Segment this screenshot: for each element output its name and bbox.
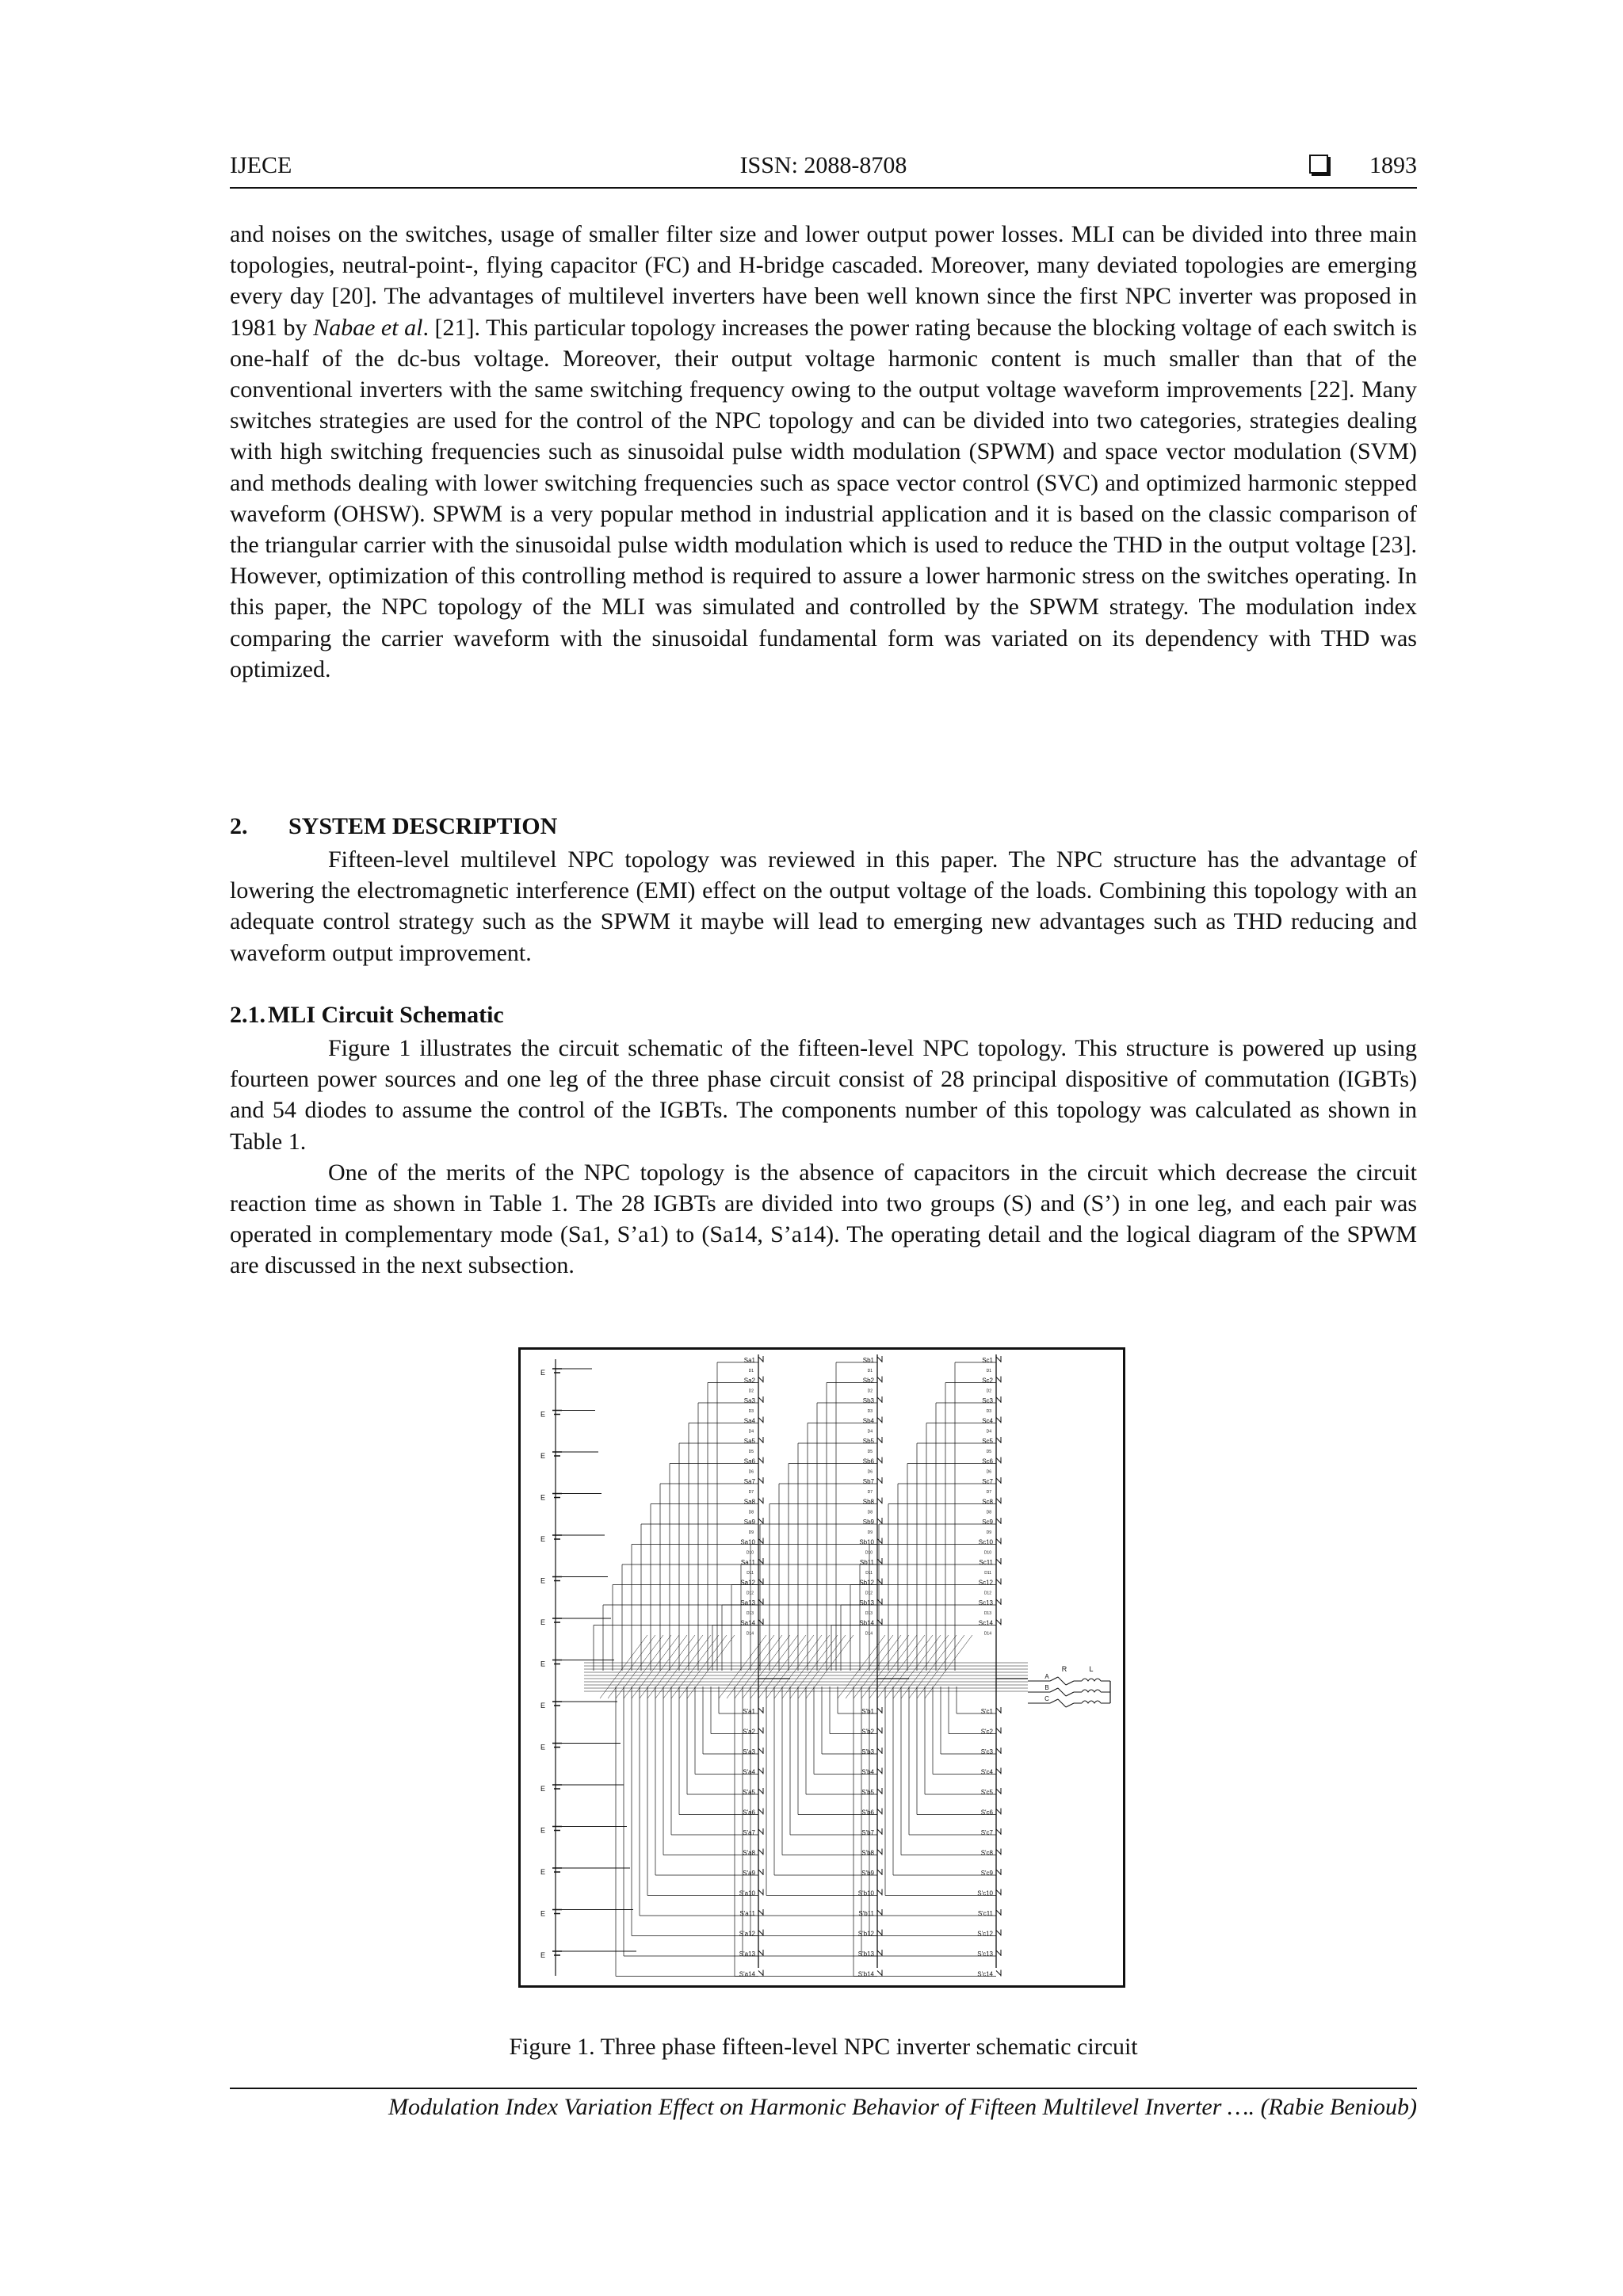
igbt-mark <box>996 1438 1001 1442</box>
header-rule <box>230 187 1417 189</box>
switch-label: Sb9 <box>862 1519 874 1526</box>
igbt-mark <box>996 1478 1001 1483</box>
switch-label: S'c2 <box>980 1728 993 1736</box>
igbt-mark <box>996 1620 1001 1625</box>
igbt-mark <box>996 1599 1001 1604</box>
page-header <box>230 152 1417 187</box>
inductor <box>1082 1679 1101 1681</box>
switch-label: S'a12 <box>739 1930 755 1938</box>
switch-label: Sa11 <box>740 1559 755 1566</box>
resistor <box>1050 1677 1058 1681</box>
source-label: E <box>540 1785 546 1793</box>
switch-label: Sb13 <box>859 1599 874 1606</box>
source-label: E <box>540 1951 546 1959</box>
diode-label: D14 <box>983 1631 991 1637</box>
igbt-mark <box>758 1789 763 1794</box>
switch-label: Sa4 <box>743 1417 755 1425</box>
load-phase-label: A <box>1044 1673 1049 1680</box>
igbt-mark <box>877 1377 882 1382</box>
intro-paragraph <box>230 219 1417 685</box>
checkbox-icon <box>1309 155 1328 174</box>
igbt-mark <box>758 1599 763 1604</box>
resistor-label: R <box>1061 1665 1067 1673</box>
switch-label: S'b8 <box>861 1849 874 1857</box>
igbt-mark <box>877 1910 882 1915</box>
switch-label: S'b12 <box>857 1930 874 1938</box>
diode-label: D9 <box>867 1530 873 1535</box>
igbt-mark <box>996 1458 1001 1463</box>
diode-label: D10 <box>983 1550 991 1556</box>
diode-label: D3 <box>748 1409 754 1414</box>
resistor <box>1058 1688 1066 1696</box>
switch-label: Sb2 <box>862 1377 874 1385</box>
switch-label: S'a8 <box>743 1849 755 1857</box>
igbt-mark <box>877 1870 882 1874</box>
switch-label: S'c7 <box>980 1829 993 1836</box>
igbt-mark <box>758 1458 763 1463</box>
switch-label: S'a11 <box>739 1910 755 1917</box>
igbt-mark <box>758 1620 763 1625</box>
igbt-mark <box>996 1377 1001 1382</box>
switch-label: S'c8 <box>980 1849 993 1857</box>
diode-label: D12 <box>983 1591 991 1596</box>
switch-label: Sa10 <box>740 1538 755 1546</box>
source-label: E <box>540 1826 546 1835</box>
source-label: E <box>540 1369 546 1377</box>
intro-text-b: . [21]. This particular topology increases the power rating because the blocking voltage of each switch is one-half of the dc-bus voltage. Moreover, their output voltage harmonic content is much smaller than that of the conventional inverters with the same switching frequency owing to the output voltage waveform improvements [22]. Many switches strategies are used for the control of the NPC topology and can be divided into two categories, strategies dealing with high switching frequencies such as sinusoidal pulse width modulation (SPWM) and space vector modulation (SVM) and methods dealing with lower switching frequencies such as space vector control (SVC) and optimized harmonic stepped waveform (OHSW). SPWM is a very popular method in industrial application and it is based on the classic comparison of the triangular carrier with the sinusoidal pulse width modulation which is used to reduce the THD in the output voltage [23]. However, optimization of this controlling method is required to assure a lower harmonic stress on the switches operating. In this paper, the NPC topology of the MLI was simulated and controlled by the SPWM strategy. The modulation index comparing the carrier waveform with the sinusoidal fundamental form was variated on its dependency with THD was optimized. <box>230 314 1417 682</box>
igbt-mark <box>877 1809 882 1814</box>
diode-label: D8 <box>986 1510 991 1515</box>
igbt-mark <box>758 1539 763 1544</box>
switch-label: Sb3 <box>862 1397 874 1404</box>
switch-label: S'b6 <box>861 1809 874 1817</box>
switch-label: Sb6 <box>862 1457 874 1465</box>
switch-label: Sc3 <box>982 1397 993 1404</box>
igbt-mark <box>877 1748 882 1753</box>
switch-label: S'c1 <box>980 1708 993 1715</box>
diode-label: D2 <box>867 1389 873 1394</box>
igbt-mark <box>877 1708 882 1713</box>
switch-label: S'a7 <box>743 1829 755 1836</box>
switch-label: S'b11 <box>858 1910 874 1917</box>
circuit-figure <box>518 1347 1125 1988</box>
switch-label: Sb11 <box>859 1559 874 1566</box>
diode-label: D6 <box>748 1469 754 1475</box>
load-phase-label: C <box>1044 1695 1049 1702</box>
igbt-mark <box>877 1458 882 1463</box>
switch-label: Sc1 <box>982 1357 993 1364</box>
switch-label: S'c4 <box>980 1768 993 1776</box>
diode-label: D11 <box>984 1571 991 1576</box>
subsection-title: MLI Circuit Schematic <box>268 1002 504 1028</box>
igbt-mark <box>877 1397 882 1402</box>
source-label: E <box>540 1618 546 1626</box>
diode-label: D5 <box>867 1450 873 1454</box>
resistor <box>1058 1677 1066 1685</box>
igbt-mark <box>758 1478 763 1483</box>
source-label: E <box>540 1743 546 1752</box>
diode-label: D6 <box>986 1469 991 1475</box>
resistor <box>1066 1703 1074 1707</box>
diode-label: D12 <box>865 1591 873 1596</box>
igbt-mark <box>996 1418 1001 1423</box>
diode-label: D6 <box>867 1469 873 1475</box>
switch-label: Sa7 <box>743 1478 755 1485</box>
switch-label: Sc11 <box>979 1559 993 1566</box>
diode-label: D3 <box>867 1409 873 1414</box>
igbt-mark <box>996 1850 1001 1855</box>
cited-authors: Nabae et al <box>313 314 423 341</box>
diode-label: D7 <box>986 1490 991 1495</box>
switch-label: S'a5 <box>743 1789 755 1796</box>
source-label: E <box>540 1535 546 1543</box>
switch-label: Sc14 <box>978 1619 993 1627</box>
subsection-paragraphs <box>230 1033 1417 1282</box>
igbt-mark <box>877 1357 882 1362</box>
igbt-mark <box>877 1931 882 1935</box>
igbt-mark <box>996 1539 1001 1544</box>
switch-label: S'b10 <box>857 1889 874 1897</box>
igbt-mark <box>996 1809 1001 1814</box>
switch-label: Sb12 <box>859 1579 874 1587</box>
igbt-mark <box>996 1769 1001 1774</box>
igbt-mark <box>758 1870 763 1874</box>
diode-label: D5 <box>986 1450 991 1454</box>
switch-label: Sb1 <box>862 1357 874 1364</box>
igbt-mark <box>758 1438 763 1442</box>
switch-label: S'a9 <box>743 1870 755 1877</box>
igbt-mark <box>996 1708 1001 1713</box>
igbt-mark <box>758 1850 763 1855</box>
switch-label: S'a4 <box>743 1768 755 1776</box>
igbt-mark <box>758 1377 763 1382</box>
switch-label: Sa8 <box>743 1498 755 1506</box>
source-label: E <box>540 1868 546 1876</box>
switch-label: S'a1 <box>743 1708 755 1715</box>
switch-label: Sb7 <box>862 1478 874 1485</box>
switch-label: Sa1 <box>743 1357 755 1364</box>
diode-label: D7 <box>867 1490 873 1495</box>
inductor-label: L <box>1089 1665 1094 1673</box>
diode-label: D10 <box>746 1550 754 1556</box>
igbt-mark <box>758 1559 763 1564</box>
diode-label: D5 <box>748 1450 754 1454</box>
switch-label: S'a6 <box>743 1809 755 1817</box>
diode-label: D7 <box>748 1490 754 1495</box>
igbt-mark <box>996 1910 1001 1915</box>
switch-label: S'c10 <box>977 1889 993 1897</box>
igbt-mark <box>877 1950 882 1955</box>
igbt-mark <box>758 1397 763 1402</box>
switch-label: Sa3 <box>743 1397 755 1404</box>
switch-label: S'a10 <box>739 1889 755 1897</box>
switch-label: Sc5 <box>982 1438 993 1445</box>
switch-label: S'b4 <box>861 1768 874 1776</box>
section-paragraph <box>230 844 1417 968</box>
switch-label: Sa2 <box>743 1377 755 1385</box>
igbt-mark <box>877 1539 882 1544</box>
running-footer: Modulation Index Variation Effect on Harmonic Behavior of Fifteen Multilevel Inverter …. (Rabie Benioub) <box>388 2094 1417 2120</box>
switch-label: Sb4 <box>862 1417 874 1425</box>
switch-label: S'a13 <box>739 1950 755 1958</box>
inductor <box>1082 1690 1101 1692</box>
diode-label: D4 <box>748 1429 754 1435</box>
switch-label: S'a14 <box>739 1970 755 1978</box>
switch-label: Sc4 <box>982 1417 993 1425</box>
igbt-mark <box>996 1748 1001 1753</box>
switch-label: Sa6 <box>743 1457 755 1465</box>
igbt-mark <box>877 1559 882 1564</box>
igbt-mark <box>877 1620 882 1625</box>
issn: ISSN: 2088-8708 <box>739 152 907 178</box>
igbt-mark <box>996 1789 1001 1794</box>
switch-label: S'a3 <box>743 1748 755 1755</box>
igbt-mark <box>996 1971 1001 1976</box>
switch-label: Sc12 <box>978 1579 993 1587</box>
igbt-mark <box>877 1850 882 1855</box>
diode-label: D13 <box>746 1611 754 1616</box>
diode-label: D12 <box>746 1591 754 1596</box>
diode-label: D4 <box>986 1429 991 1435</box>
switch-label: S'c9 <box>980 1870 993 1877</box>
igbt-mark <box>877 1599 882 1604</box>
igbt-mark <box>758 1748 763 1753</box>
switch-label: S'b13 <box>857 1950 874 1958</box>
source-label: E <box>540 1909 546 1918</box>
intro-text-a: and noises on the switches, usage of smaller filter size and lower output power losses. MLI can be divided into three main topologies, neutral-point-, flying capacitor (FC) and H-bridge cascaded. Moreover, many deviated topologies are emerging every day [20]. The advantages of multilevel inverters have been well known since the first NPC inverter was proposed in 1981 by <box>230 221 1417 341</box>
switch-label: Sc6 <box>982 1457 993 1465</box>
igbt-mark <box>758 1931 763 1935</box>
igbt-mark <box>996 1499 1001 1503</box>
switch-label: Sc7 <box>982 1478 993 1485</box>
switch-label: S'c11 <box>977 1910 993 1917</box>
igbt-mark <box>877 1519 882 1523</box>
igbt-mark <box>758 1971 763 1976</box>
switch-label: S'c6 <box>980 1809 993 1817</box>
diode-label: D9 <box>748 1530 754 1535</box>
resistor <box>1066 1681 1074 1685</box>
switch-label: S'c13 <box>977 1950 993 1958</box>
igbt-mark <box>758 1708 763 1713</box>
switch-label: Sa9 <box>743 1519 755 1526</box>
diode-label: D13 <box>983 1611 991 1616</box>
igbt-mark <box>758 1809 763 1814</box>
igbt-mark <box>996 1950 1001 1955</box>
page-number-area <box>1309 152 1417 179</box>
source-label: E <box>540 1660 546 1668</box>
igbt-mark <box>996 1519 1001 1523</box>
igbt-mark <box>877 1971 882 1976</box>
igbt-mark <box>877 1890 882 1895</box>
diode-label: D11 <box>865 1571 873 1576</box>
igbt-mark <box>877 1438 882 1442</box>
diode-label: D14 <box>865 1631 873 1637</box>
igbt-mark <box>996 1890 1001 1895</box>
igbt-mark <box>996 1559 1001 1564</box>
igbt-mark <box>758 1357 763 1362</box>
subsection-heading <box>230 1002 504 1029</box>
switch-label: S'c5 <box>980 1789 993 1796</box>
switch-label: S'b3 <box>861 1748 874 1755</box>
diode-label: D14 <box>746 1631 754 1637</box>
source-label: E <box>540 1702 546 1710</box>
switch-label: Sc9 <box>982 1519 993 1526</box>
diode-label: D8 <box>867 1510 873 1515</box>
load-phase-label: B <box>1044 1684 1049 1691</box>
switch-label: S'b1 <box>861 1708 874 1715</box>
igbt-mark <box>877 1729 882 1733</box>
resistor <box>1058 1699 1066 1707</box>
igbt-mark <box>758 1519 763 1523</box>
section-heading <box>230 813 557 840</box>
source-label: E <box>540 1410 546 1419</box>
igbt-mark <box>877 1789 882 1794</box>
subsection-number: 2.1. <box>230 1002 265 1028</box>
journal-name: IJECE <box>230 152 292 178</box>
switch-label: Sb8 <box>862 1498 874 1506</box>
igbt-mark <box>877 1769 882 1774</box>
igbt-mark <box>996 1357 1001 1362</box>
figure-caption: Figure 1. Three phase fifteen-level NPC inverter schematic circuit <box>509 2034 1138 2060</box>
igbt-mark <box>758 1729 763 1733</box>
switch-label: Sa5 <box>743 1438 755 1445</box>
section-number: 2. <box>230 813 248 839</box>
diode-label: D3 <box>986 1409 991 1414</box>
igbt-mark <box>996 1829 1001 1834</box>
diode-label: D1 <box>748 1369 754 1373</box>
igbt-mark <box>758 1499 763 1503</box>
switch-label: S'b2 <box>861 1728 874 1736</box>
diode-label: D1 <box>986 1369 991 1373</box>
switch-label: Sa13 <box>740 1599 755 1606</box>
igbt-mark <box>996 1931 1001 1935</box>
resistor <box>1066 1692 1074 1696</box>
switch-label: Sb14 <box>859 1619 874 1627</box>
igbt-mark <box>877 1829 882 1834</box>
diode-label: D11 <box>747 1571 754 1576</box>
page-number: 1893 <box>1369 152 1417 178</box>
switch-label: Sa14 <box>740 1619 755 1627</box>
diode-label: D4 <box>867 1429 873 1435</box>
switch-label: S'c3 <box>980 1748 993 1755</box>
igbt-mark <box>758 1890 763 1895</box>
igbt-mark <box>758 1829 763 1834</box>
section-title: SYSTEM DESCRIPTION <box>288 813 558 839</box>
switch-label: S'a2 <box>743 1728 755 1736</box>
circuit-schematic <box>521 1350 1128 1990</box>
subsection-paragraph-1: Figure 1 illustrates the circuit schematic of the fifteen-level NPC topology. This structure is powered up using fourteen power sources and one leg of the three phase circuit consist of 28 principal dispositive of commutation (IGBTs) and 54 diodes to assume the control of the IGBTs. The components number of this topology was calculated as shown in Table 1. <box>230 1035 1417 1155</box>
footer-rule <box>230 2088 1417 2089</box>
switch-label: Sc2 <box>982 1377 993 1385</box>
igbt-mark <box>877 1478 882 1483</box>
source-label: E <box>540 1493 546 1502</box>
switch-label: Sb5 <box>862 1438 874 1445</box>
resistor <box>1050 1688 1058 1692</box>
section2-text: Fifteen-level multilevel NPC topology was reviewed in this paper. The NPC structure has the advantage of lowering the electromagnetic interference (EMI) effect on the output voltage of the loads. Combining this topology with an adequate control strategy such as the SPWM it maybe will lead to emerging new advantages such as THD reducing and waveform output improvement. <box>230 846 1417 966</box>
resistor <box>1050 1699 1058 1703</box>
diode-label: D1 <box>867 1369 873 1373</box>
igbt-mark <box>996 1397 1001 1402</box>
diode-label: D8 <box>748 1510 754 1515</box>
igbt-mark <box>996 1870 1001 1874</box>
igbt-mark <box>877 1580 882 1584</box>
diode-label: D10 <box>865 1550 873 1556</box>
igbt-mark <box>758 1418 763 1423</box>
igbt-mark <box>996 1729 1001 1733</box>
diode-label: D13 <box>865 1611 873 1616</box>
diode-label: D9 <box>986 1530 991 1535</box>
switch-label: Sc13 <box>978 1599 993 1606</box>
switch-label: S'b5 <box>861 1789 874 1796</box>
diode-label: D2 <box>986 1389 991 1394</box>
igbt-mark <box>758 1580 763 1584</box>
switch-label: S'b9 <box>861 1870 874 1877</box>
switch-label: S'c14 <box>977 1970 993 1978</box>
source-label: E <box>540 1576 546 1585</box>
igbt-mark <box>877 1418 882 1423</box>
switch-label: Sc10 <box>978 1538 993 1546</box>
igbt-mark <box>877 1499 882 1503</box>
igbt-mark <box>758 1950 763 1955</box>
subsection-paragraph-2: One of the merits of the NPC topology is the absence of capacitors in the circuit which decrease the circuit reaction time as shown in Table 1. The 28 IGBTs are divided into two groups (S) and (S’) in one leg, and each pair was operated in complementary mode (Sa1, S’a1) to (Sa14, S’a14). The operating detail and the logical diagram of the SPWM are discussed in the next subsection. <box>230 1159 1417 1279</box>
switch-label: S'c12 <box>977 1930 993 1938</box>
igbt-mark <box>996 1580 1001 1584</box>
igbt-mark <box>758 1769 763 1774</box>
switch-label: Sa12 <box>740 1579 755 1587</box>
switch-label: S'b14 <box>857 1970 874 1978</box>
diode-label: D2 <box>748 1389 754 1394</box>
switch-label: Sc8 <box>982 1498 993 1506</box>
inductor <box>1082 1701 1101 1703</box>
igbt-mark <box>758 1910 763 1915</box>
switch-label: S'b7 <box>861 1829 874 1836</box>
switch-label: Sb10 <box>859 1538 874 1546</box>
source-label: E <box>540 1452 546 1460</box>
